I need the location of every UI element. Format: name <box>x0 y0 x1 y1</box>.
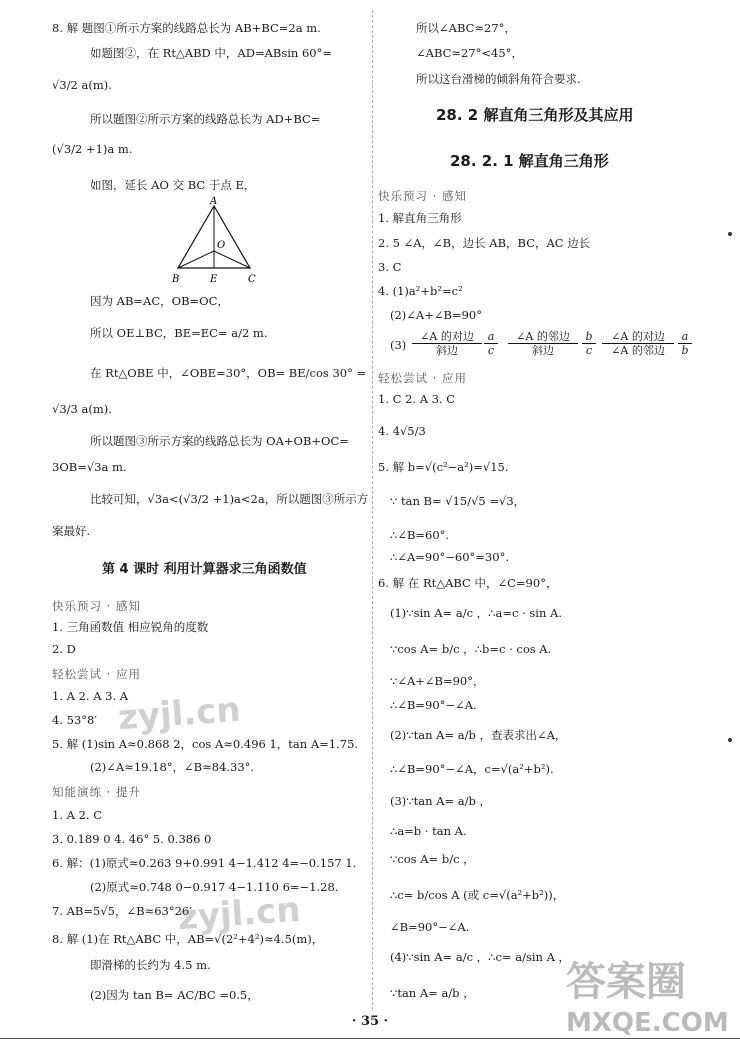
margin-dot <box>728 738 732 742</box>
ratio-2: ∠A 的邻边 斜边 <box>508 330 578 357</box>
r-try-5c: ∴∠B=60°. <box>390 528 450 542</box>
r-preview-4c-prefix: (3) <box>390 338 407 352</box>
drill-3: 3. 0.189 0 4. 46° 5. 0.386 0 <box>52 832 212 846</box>
drill-1: 1. A 2. C <box>52 808 103 822</box>
r-try-6f: ∴∠B=90°−∠A，c=√(a²+b²). <box>390 762 554 776</box>
drill-7: 7. AB=5√5，∠B≈63°26′ <box>52 904 192 918</box>
r-preview-3: 3. C <box>378 260 402 274</box>
q8-line-13: 比较可知，√3a<(√3/2 +1)a<2a，所以题图③所示方 <box>90 492 369 506</box>
cont-3: 所以这台滑梯的倾斜角符合要求. <box>416 72 581 86</box>
section-skill-drill: 知能演练 · 提升 <box>52 785 141 799</box>
r-preview-1: 1. 解直角三角形 <box>378 211 462 225</box>
cont-1: 所以∠ABC≈27°， <box>416 21 516 35</box>
q8-line-12: 3OB=√3a m. <box>52 460 127 474</box>
q8-line-6: 如图，延长 AO 交 BC 于点 E， <box>90 178 256 192</box>
drill-6: 6. 解：(1)原式≈0.263 9+0.991 4−1.412 4=−0.157 1. <box>52 856 357 870</box>
margin-dot <box>728 232 732 236</box>
preview-1: 1. 三角函数值 相应锐角的度数 <box>52 620 209 634</box>
q8-line-11: 所以题图③所示方案的线路总长为 OA+OB+OC= <box>90 434 349 448</box>
r-try-6d: ∴∠B=90°−∠A. <box>390 698 477 712</box>
drill-8c: (2)因为 tan B= AC/BC =0.5， <box>90 988 259 1002</box>
q8-line-2: 如题图②，在 Rt△ABD 中，AD=ABsin 60°= <box>90 46 332 60</box>
r-try-1: 1. C 2. A 3. C <box>378 392 456 406</box>
r-try-6j: ∴c= b/cos A (或 c=√(a²+b²))， <box>390 888 565 902</box>
r-try-5: 5. 解 b=√(c²−a²)=√15. <box>378 460 509 474</box>
r-try-6g: (3)∵tan A= a/b ， <box>390 794 491 808</box>
column-divider <box>372 10 373 1010</box>
r-preview-2: 2. 5 ∠A，∠B，边长 AB，BC，AC 边长 <box>378 236 591 250</box>
try-5: 5. 解 (1)sin A≈0.868 2，cos A≈0.496 1，tan A=1.75. <box>52 737 359 751</box>
drill-8b: 即滑梯的长约为 4.5 m. <box>90 958 211 972</box>
section-title: 28. 2. 1 解直角三角形 <box>450 152 609 170</box>
preview-2: 2. D <box>52 642 76 656</box>
section-easy-try: 轻松尝试 · 应用 <box>52 667 141 681</box>
section-happy-preview-r: 快乐预习 · 感知 <box>378 189 467 203</box>
try-4: 4. 53°8′ <box>52 713 97 727</box>
r-preview-4: 4. (1)a²+b²=c² <box>378 284 463 298</box>
r-try-6m: ∵tan A= a/b ， <box>390 986 475 1000</box>
r-try-6k: ∠B=90°−∠A. <box>390 920 470 934</box>
drill-8: 8. 解 (1)在 Rt△ABC 中，AB=√(2²+4²)≈4.5(m)， <box>52 932 324 946</box>
try-5b: (2)∠A≈19.18°，∠B≈84.33°. <box>90 760 255 774</box>
q8-line-9: 在 Rt△OBE 中，∠OBE=30°，OB= BE/cos 30° = <box>90 366 367 380</box>
label-A: A <box>210 196 218 207</box>
section-happy-preview: 快乐预习 · 感知 <box>52 599 141 613</box>
q8-line-3: √3/2 a(m). <box>52 78 112 92</box>
r-try-6b: ∵cos A= b/c ，∴b=c · cos A. <box>390 642 552 656</box>
drill-6b: (2)原式≈0.748 0−0.917 4−1.110 6=−1.28. <box>90 880 339 894</box>
lesson-title: 第 4 课时 利用计算器求三角函数值 <box>102 562 307 577</box>
triangle-figure <box>170 196 260 288</box>
r-try-6a: (1)∵sin A= a/c ，∴a=c · sin A. <box>390 606 562 620</box>
r-try-6c: ∵∠A+∠B=90°， <box>390 674 485 688</box>
try-1: 1. A 2. A 3. A <box>52 689 129 703</box>
r-try-6i: ∵cos A= b/c ， <box>390 852 475 866</box>
q8-line-8: 所以 OE⊥BC，BE=EC= a/2 m. <box>90 326 268 340</box>
r-try-5d: ∴∠A=90°−60°=30°. <box>390 550 509 564</box>
q8-line-14: 案最好. <box>52 524 91 538</box>
label-E: E <box>210 274 218 285</box>
r-try-5b: ∵ tan B= √15/√5 =√3， <box>390 494 526 508</box>
r-try-6h: ∴a=b · tan A. <box>390 824 467 838</box>
r-try-6e: (2)∵tan A= a/b ，查表求出∠A， <box>390 728 567 742</box>
r-try-4: 4. 4√5/3 <box>378 424 426 438</box>
watermark-answer-circle: 答案圈 <box>566 959 686 1005</box>
q8-line-10: √3/3 a(m). <box>52 402 112 416</box>
label-B: B <box>172 274 180 285</box>
chapter-title: 28. 2 解直角三角形及其应用 <box>436 106 634 124</box>
label-O: O <box>217 240 226 251</box>
label-C: C <box>248 274 256 285</box>
q8-line-7: 因为 AB=AC，OB=OC， <box>90 294 229 308</box>
r-try-6l: (4)∵sin A= a/c ，∴c= a/sin A ， <box>390 950 571 964</box>
watermark-mxqe: MXQE.COM <box>566 1008 729 1038</box>
q8-line-5: (√3/2 +1)a m. <box>52 142 133 156</box>
q8-line-1: 8. 解 题图①所示方案的线路总长为 AB+BC=2a m. <box>52 21 321 35</box>
q8-line-4: 所以题图②所示方案的线路总长为 AD+BC= <box>90 112 321 126</box>
page-number: · 35 · <box>351 1014 389 1029</box>
watermark-zyjl: zyjl.cn <box>116 689 242 739</box>
ratio-3: ∠A 的对边 ∠A 的邻边 <box>602 330 674 357</box>
watermark-zyjl-2: zyjl.cn <box>176 889 302 939</box>
r-preview-4b: (2)∠A+∠B=90° <box>390 308 482 322</box>
ratio-1: ∠A 的对边 斜边 <box>412 330 482 357</box>
section-easy-try-r: 轻松尝试 · 应用 <box>378 371 467 385</box>
cont-2: ∠ABC≈27°<45°， <box>416 46 523 60</box>
r-try-6: 6. 解 在 Rt△ABC 中，∠C=90°， <box>378 576 558 590</box>
